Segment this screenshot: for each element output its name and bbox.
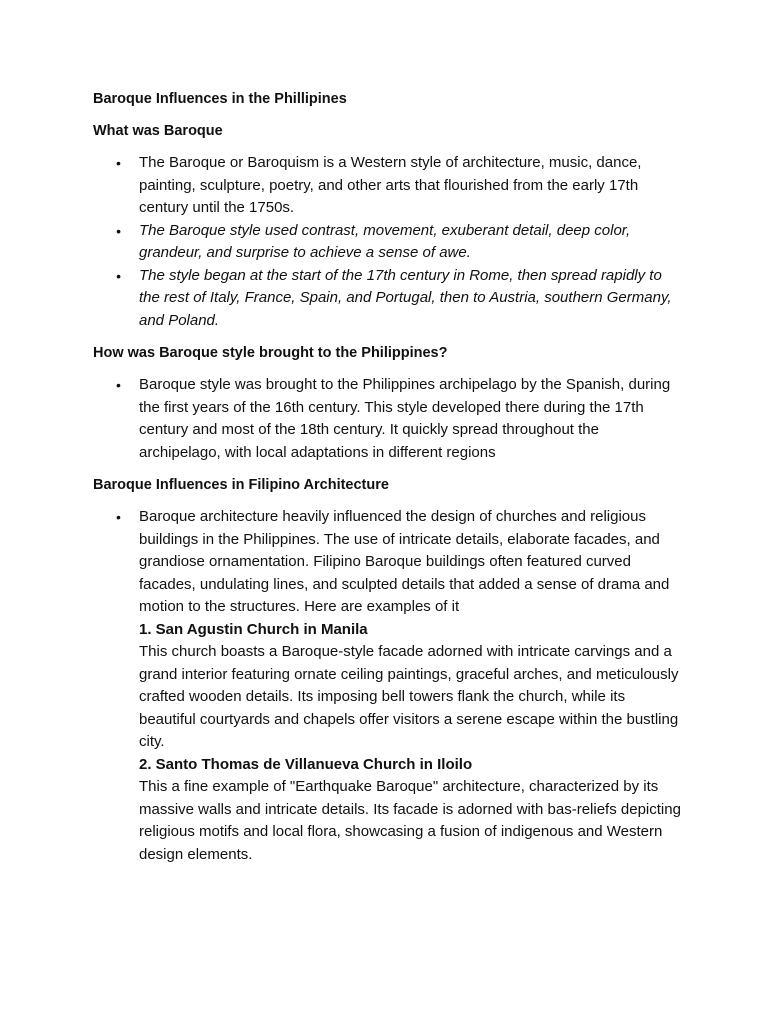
bullet-icon: • — [116, 267, 121, 284]
list-item — [116, 220, 683, 265]
example-heading-san-agustin: 1. San Agustin Church in Manila — [139, 620, 368, 638]
list-item — [116, 265, 683, 333]
bullet-list-what-was-baroque — [93, 152, 683, 332]
list-item — [116, 374, 683, 464]
bullet-icon: • — [116, 509, 121, 525]
example-heading-santo-thomas: 2. Santo Thomas de Villanueva Church in Iloilo — [139, 755, 473, 773]
section-heading-what-was-baroque: What was Baroque — [93, 123, 223, 139]
list-item-text: Baroque style was brought to the Philippines archipelago by the Spanish, during the first years of the 16th century. This style developed there during the 17th century and most of the 18th century. It quickly spread throughout the archipelago, with local adaptations in different regions — [139, 376, 671, 461]
bullet-icon: • — [116, 155, 121, 171]
list-item — [116, 506, 683, 866]
list-item-text: The Baroque or Baroquism is a Western style of architecture, music, dance, painting, sculpture, poetry, and other arts that flourished from the early 17th century until the 1750s. — [139, 154, 642, 216]
section-heading-filipino-architecture: Baroque Influences in Filipino Architecture — [93, 477, 389, 493]
document-title: Baroque Influences in the Phillipines — [93, 91, 347, 107]
list-item — [116, 152, 683, 220]
bullet-icon: • — [116, 222, 121, 239]
section-heading-how-brought: How was Baroque style brought to the Philippines? — [93, 345, 448, 361]
list-item-text: Baroque architecture heavily influenced the design of churches and religious buildings in the Philippines. The use of intricate details, elaborate facades, and grandiose ornamentation. Filipino Baroque buildings often featured curved facades, undulating lines, and sculpted details that added a sense of drama and motion to the structures. Here are examples of it — [139, 508, 670, 615]
example-text-santo-thomas: This a fine example of "Earthquake Baroque" architecture, characterized by its massive walls and intricate details. Its facade is adorned with bas-reliefs depicting religious motifs and local flora, showcasing a fusion of indigenous and Western design elements. — [139, 778, 681, 863]
bullet-list-filipino-architecture — [93, 506, 683, 866]
list-item-text: The Baroque style used contrast, movement, exuberant detail, deep color, grandeur, and surprise to achieve a sense of awe. — [139, 221, 631, 261]
list-item-text: The style began at the start of the 17th century in Rome, then spread rapidly to the rest of Italy, France, Spain, and Portugal, then to Austria, southern Germany, and Poland. — [139, 266, 672, 329]
example-text-san-agustin: This church boasts a Baroque-style facade adorned with intricate carvings and a grand interior featuring ornate ceiling paintings, graceful arches, and meticulously crafted wooden details. Its imposing bell towers flank the church, while its beautiful courtyards and chapels offer visitors a serene escape within the bustling city. — [139, 643, 679, 750]
bullet-icon: • — [116, 377, 121, 393]
document-body — [93, 88, 683, 866]
bullet-list-how-brought — [93, 374, 683, 464]
